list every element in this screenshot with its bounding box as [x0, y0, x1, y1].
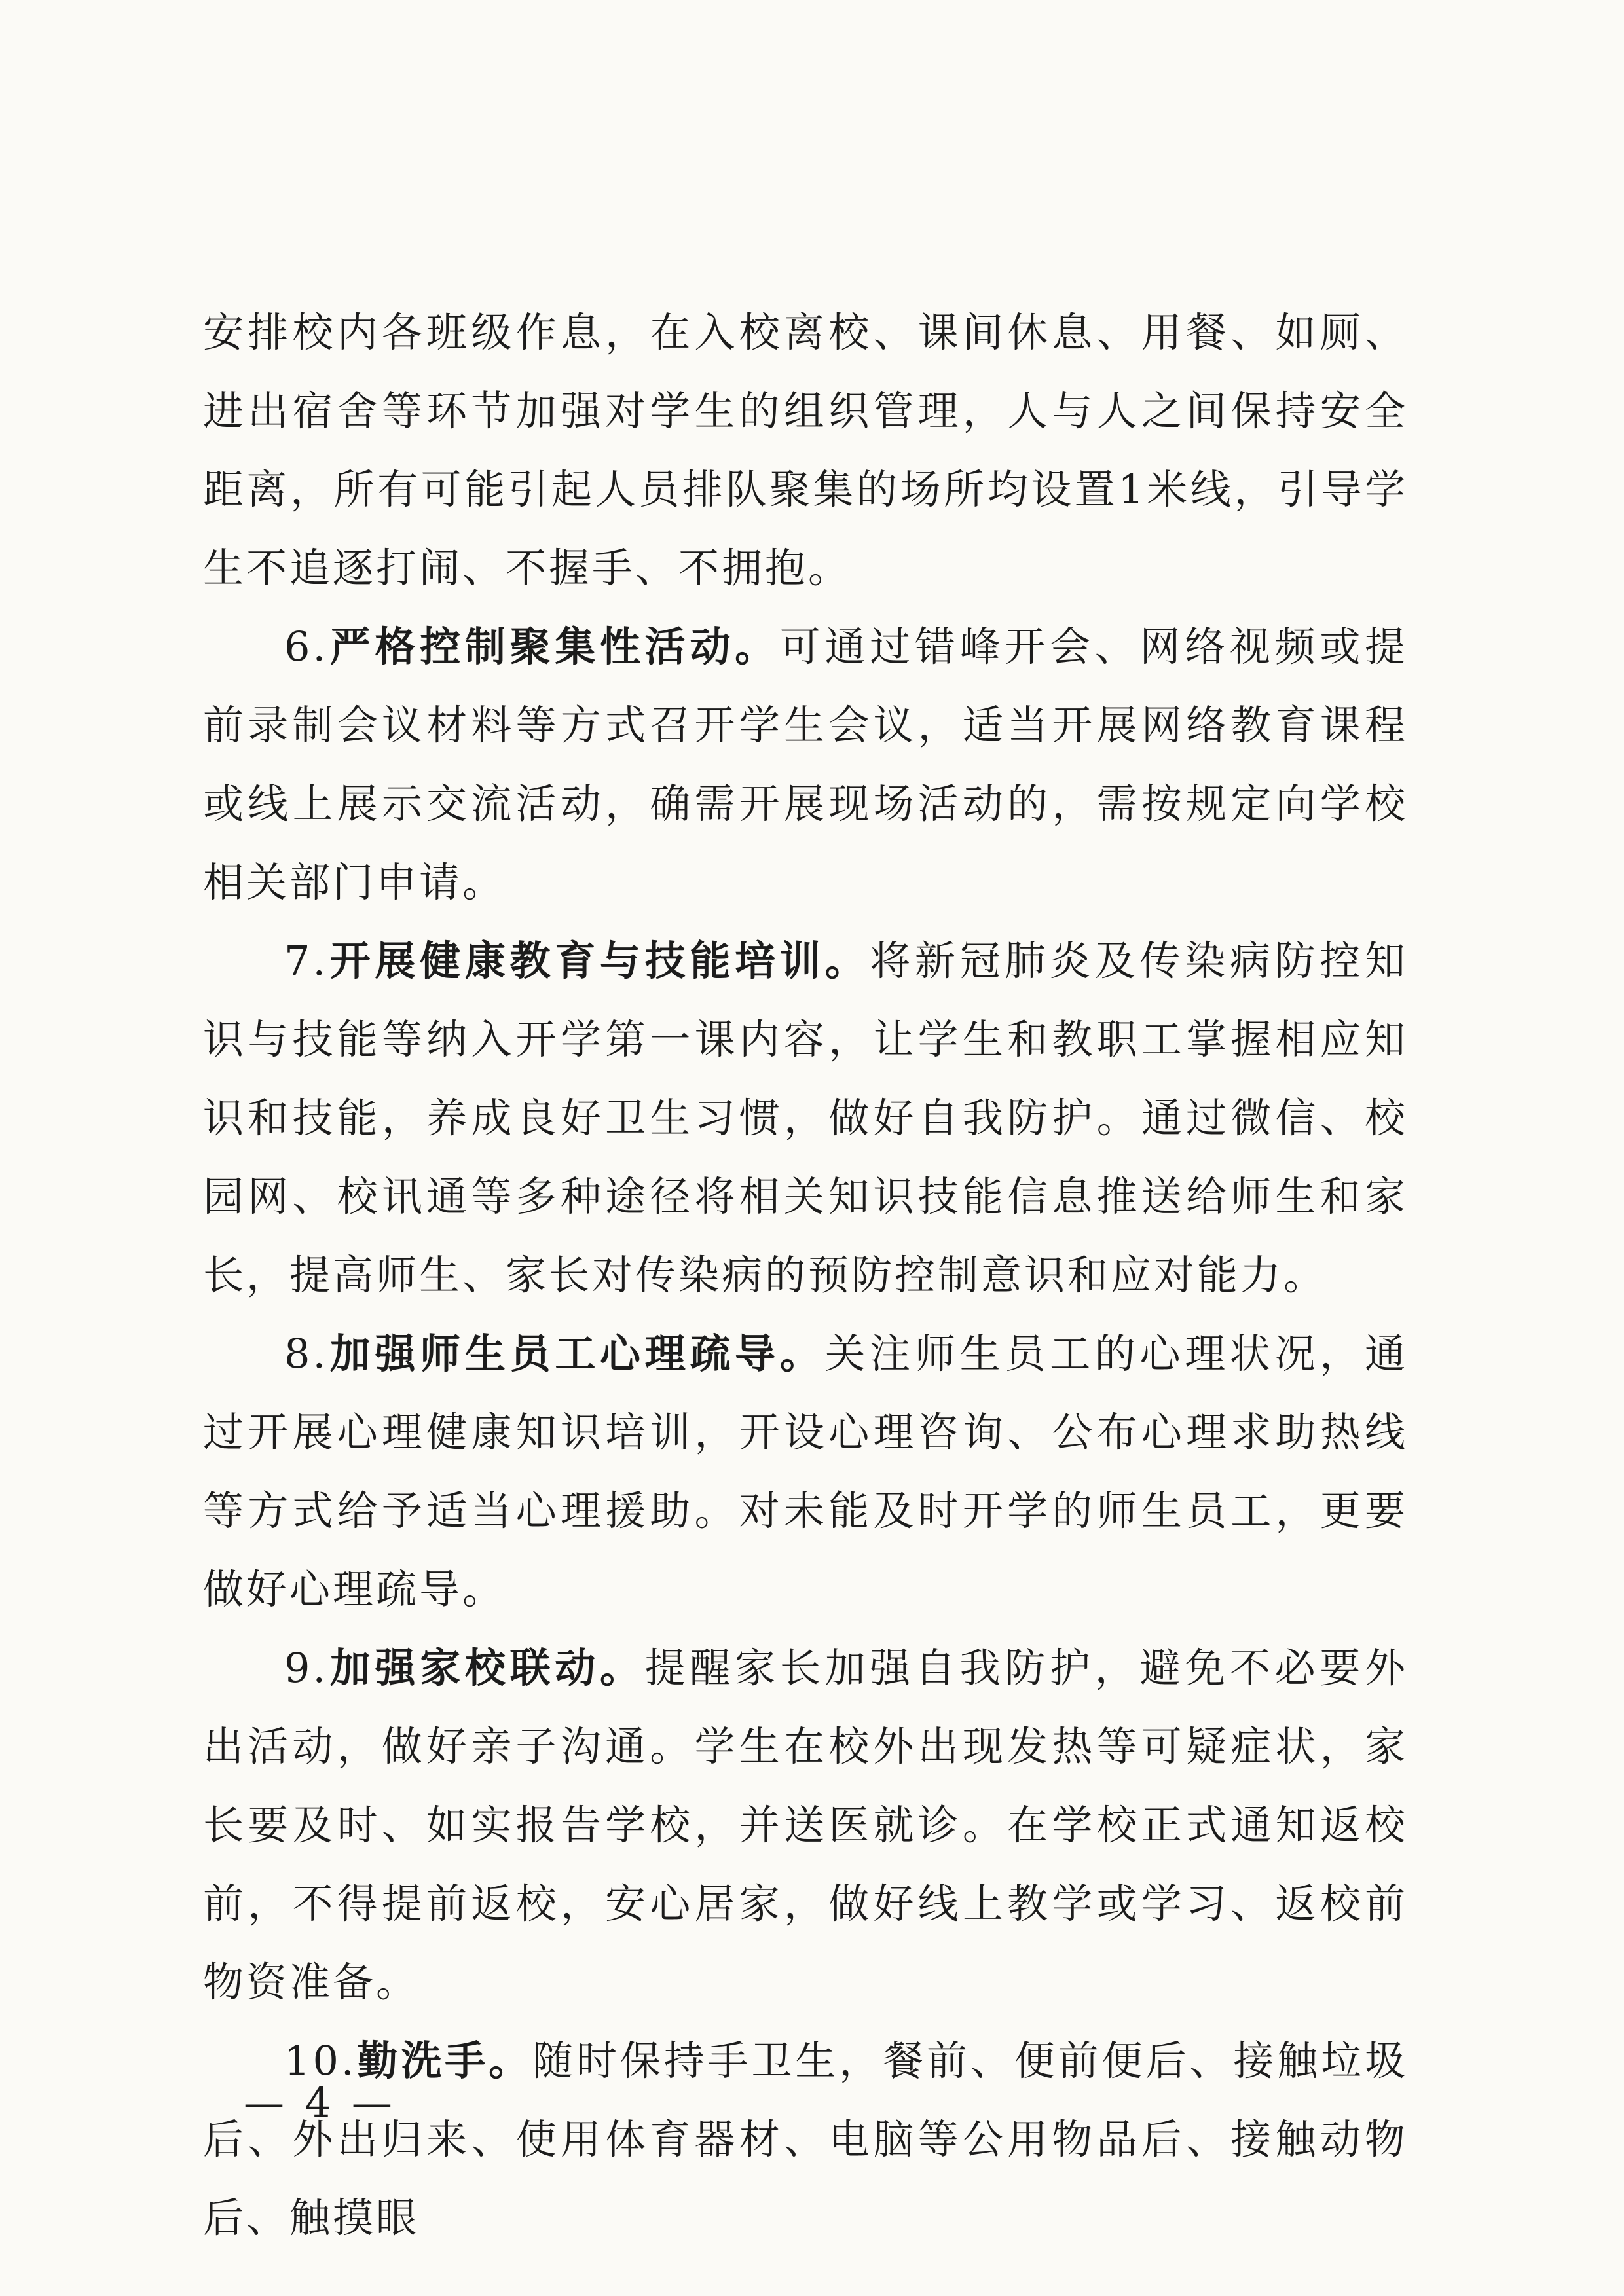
- item-heading: 严格控制聚集性活动。: [328, 623, 780, 670]
- paragraph-item-10: [203, 2022, 1408, 2257]
- page-number: — 4 —: [244, 2079, 396, 2126]
- item-number: 10.: [284, 2037, 357, 2085]
- item-heading: 加强家校联动。: [328, 1644, 645, 1692]
- item-number: 6.: [284, 623, 329, 670]
- paragraph-text: 随时保持手卫生，餐前、便前便后、接触垃圾后、外出归来、使用体育器材、电脑等公用物品后、接触动物后、触摸眼: [203, 2037, 1408, 2242]
- item-heading: 勤洗手。: [356, 2037, 533, 2085]
- paragraph-item-8: [203, 1315, 1408, 1629]
- paragraph-item-9: [203, 1629, 1408, 2022]
- paragraph-text: 安排校内各班级作息，在入校离校、课间休息、用餐、如厕、进出宿舍等环节加强对学生的组织管理，人与人之间保持安全距离，所有可能引起人员排队聚集的场所均设置1米线，引导学生不追逐打闹、不握手、不拥抱。: [203, 308, 1408, 592]
- paragraph-item-7: [203, 922, 1408, 1315]
- item-number: 8.: [284, 1330, 329, 1377]
- paragraph-item-6: [203, 608, 1408, 922]
- item-number: 9.: [284, 1644, 329, 1692]
- item-number: 7.: [284, 937, 329, 985]
- paragraph-text: 提醒家长加强自我防护，避免不必要外出活动，做好亲子沟通。学生在校外出现发热等可疑症状，家长要及时、如实报告学校，并送医就诊。在学校正式通知返校前，不得提前返校，安心居家，做好线上教学或学习、返校前物资准备。: [203, 1644, 1408, 2006]
- document-body: [203, 293, 1408, 2257]
- paragraph-text: 将新冠肺炎及传染病防控知识与技能等纳入开学第一课内容，让学生和教职工掌握相应知识和技能，养成良好卫生习惯，做好自我防护。通过微信、校园网、校讯通等多种途径将相关知识技能信息推送给师生和家长，提高师生、家长对传染病的预防控制意识和应对能力。: [203, 937, 1408, 1299]
- item-heading: 加强师生员工心理疏导。: [328, 1330, 825, 1377]
- paragraph-continuation: [203, 293, 1408, 608]
- paragraph-text: 关注师生员工的心理状况，通过开展心理健康知识培训，开设心理咨询、公布心理求助热线等方式给予适当心理援助。对未能及时开学的师生员工，更要做好心理疏导。: [203, 1330, 1408, 1613]
- item-heading: 开展健康教育与技能培训。: [328, 937, 870, 985]
- paragraph-text: 可通过错峰开会、网络视频或提前录制会议材料等方式召开学生会议，适当开展网络教育课程或线上展示交流活动，确需开展现场活动的，需按规定向学校相关部门申请。: [203, 623, 1408, 906]
